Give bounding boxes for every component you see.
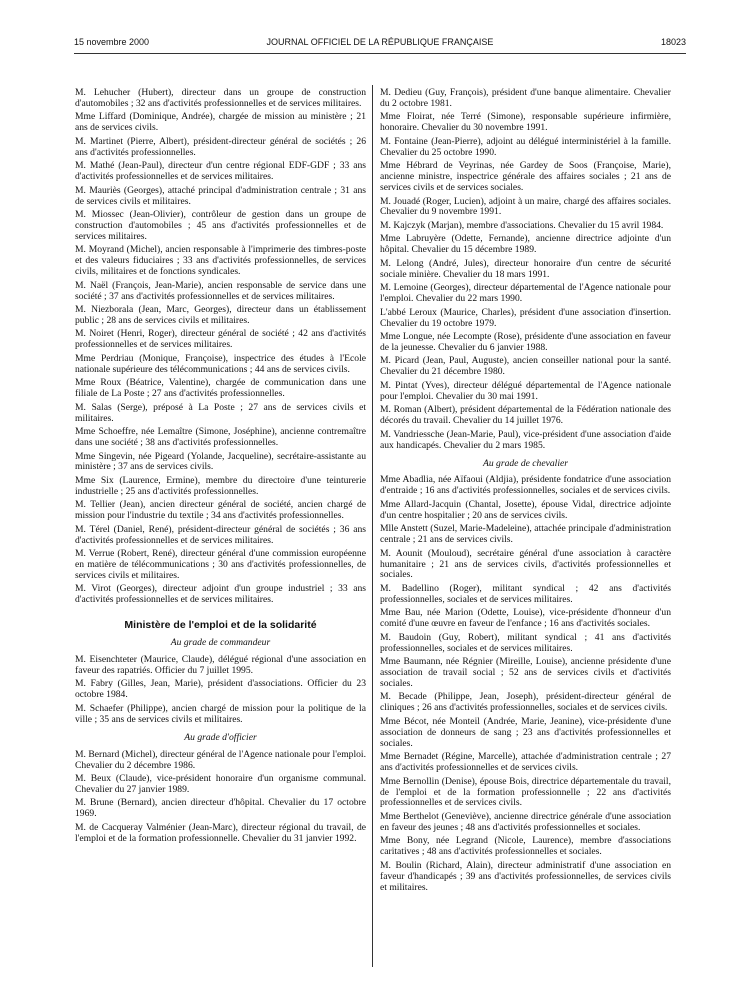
honoree-entry: M. Moyrand (Michel), ancien responsable à l'imprimerie des timbres-poste et des valeurs fiduciaires ; 33 ans d'activités professionnelles, de services civils, militaires et de fonctions syndicales. (75, 244, 366, 278)
honoree-entry: M. Becade (Philippe, Jean, Joseph), président-directeur général de cliniques ; 26 ans d'activités professionnelles, sociales et de services civils. (380, 691, 671, 714)
honoree-entry: M. Bernard (Michel), directeur général de l'Agence nationale pour l'emploi. Chevalier du 2 décembre 1986. (75, 748, 366, 771)
honoree-entry: Mlle Anstett (Suzel, Marie-Madeleine), attachée principale d'administration centrale ; 21 ans de services civils. (380, 523, 671, 546)
honoree-entry: M. Verrue (Robert, René), directeur général d'une commission européenne en matière de télécommunications ; 30 ans d'activités professionnelles, de services civils et militaires. (75, 548, 366, 581)
honoree-entry: M. Dedieu (Guy, François), président d'une banque alimentaire. Chevalier du 2 octobre 1981. (380, 87, 671, 109)
honoree-entry: Mme Six (Laurence, Ermine), membre du directoire d'une teinturerie industrielle ; 25 ans d'activités professionnelles. (75, 474, 366, 497)
honoree-entry: M. Naël (François, Jean-Marie), ancien responsable de service dans une société ; 37 ans d'activités professionnelles et de services militaires. (75, 279, 366, 302)
honoree-entry: Mme Bernadet (Régine, Marcelle), attachée d'administration centrale ; 27 ans d'activités professionnelles et de services civils. (380, 751, 671, 774)
honoree-entry: Mme Abadlia, née Aïfaoui (Aldjia), présidente fondatrice d'une association d'entraide ; 16 ans d'activités professionnelles, sociales et de services civils. (380, 474, 671, 497)
honoree-entry: Mme Schoeffre, née Lemaître (Simone, Joséphine), ancienne contremaître dans une société ; 38 ans d'activités professionnelles. (75, 426, 366, 448)
honoree-entry: M. Pintat (Yves), directeur délégué départemental de l'Agence nationale pour l'emploi. Chevalier du 30 mai 1991. (380, 379, 671, 402)
honoree-entry: Mme Allard-Jacquin (Chantal, Josette), épouse Vidal, directrice adjointe d'un centre hospitalier ; 20 ans de services civils. (380, 498, 671, 521)
honoree-entry: M. Picard (Jean, Paul, Auguste), ancien conseiller national pour la santé. Chevalier du 21 décembre 1980. (380, 355, 671, 378)
honoree-entry: Mme Longue, née Lecompte (Rose), présidente d'une association en faveur de la jeunesse. Chevalier du 6 janvier 1988. (380, 331, 671, 353)
honoree-entry: M. Eisenchteter (Maurice, Claude), délégué régional d'une association en faveur des rapatriés. Officier du 7 juillet 1995. (75, 654, 366, 676)
honoree-entry: L'abbé Leroux (Maurice, Charles), président d'une association d'insertion. Chevalier du 19 octobre 1979. (380, 306, 671, 329)
honoree-entry: Mme Bécot, née Monteil (Andrée, Marie, Jeanine), vice-présidente d'une association de donneurs de sang ; 23 ans d'activités professionnelles et sociales. (380, 715, 671, 749)
honoree-entry: M. Térel (Daniel, René), président-directeur général de sociétés ; 36 ans d'activités professionnelles et de services militaires. (75, 523, 366, 546)
entry-list (75, 88, 366, 606)
ministry-heading: Ministère de l'emploi et de la solidarité (124, 619, 317, 632)
honoree-entry: M. Fontaine (Jean-Pierre), adjoint au délégué interministériel à la famille. Chevalier du 25 octobre 1990. (380, 135, 671, 158)
honoree-entry: Mme Liffard (Dominique, Andrée), chargée de mission au ministère ; 21 ans de services civils. (75, 111, 366, 134)
grade-heading-commandeur: Au grade de commandeur (170, 637, 271, 649)
honoree-entry: M. Noiret (Henri, Roger), directeur général de société ; 42 ans d'activités professionnelles et de services militaires. (75, 328, 366, 351)
honoree-entry: M. Beux (Claude), vice-président honoraire d'un organisme communal. Chevalier du 27 janvier 1989. (75, 773, 366, 795)
honoree-entry: M. Jouadé (Roger, Lucien), adjoint à un maire, chargé des affaires sociales. Chevalier du 9 novembre 1991. (380, 195, 671, 218)
honoree-entry: M. Brune (Bernard), ancien directeur d'hôpital. Chevalier du 17 octobre 1969. (75, 797, 366, 820)
entry-list (380, 475, 671, 893)
grade-heading-officier: Au grade d'officier (184, 731, 257, 743)
honoree-entry: M. Fabry (Gilles, Jean, Marie), président d'associations. Officier du 23 octobre 1984. (75, 678, 366, 701)
honoree-entry: Mme Baumann, née Régnier (Mireille, Louise), ancienne présidente d'une association de travail social ; 52 ans de services civils et d'activités sociales. (380, 656, 671, 689)
honoree-entry: Mme Bony, née Legrand (Nicole, Laurence), membre d'associations caritatives ; 48 ans d'activités professionnelles et sociales. (380, 835, 671, 858)
honoree-entry: Mme Bernollin (Denise), épouse Bois, directrice départementale du travail, de l'emploi et de la formation professionnelle ; 22 ans d'activités professionnelles et de services civils. (380, 775, 671, 809)
honoree-entry: M. Boulin (Richard, Alain), directeur administratif d'une association en faveur d'handicapés ; 39 ans d'activités professionnelles, de services civils et militaires. (380, 859, 671, 893)
page-header (74, 37, 686, 51)
honoree-entry: M. Badellino (Roger), militant syndical ; 42 ans d'activités professionnelles, sociales et de services militaires. (380, 582, 671, 605)
honoree-entry: Mme Roux (Béatrice, Valentine), chargée de communication dans une filiale de La Poste ; 27 ans d'activités professionnelles. (75, 377, 366, 400)
honoree-entry: M. Vandriessche (Jean-Marie, Paul), vice-président d'une association d'aide aux handicapés. Chevalier du 2 mars 1985. (380, 428, 671, 451)
honoree-entry: Mme Berthelot (Geneviève), ancienne directrice générale d'une association en faveur des jeunes ; 48 ans d'activités professionnelles et sociales. (380, 810, 671, 833)
honoree-entry: M. Kajczyk (Marjan), membre d'associations. Chevalier du 15 avril 1984. (380, 219, 664, 231)
honoree-entry: Mme Hébrard de Veyrinas, née Gardey de Soos (Françoise, Marie), ancienne ministre, inspectrice générale des affaires sociales ; 21 ans de services civils et de services sociales. (380, 160, 671, 194)
honoree-entry: Mme Singevin, née Pigeard (Yolande, Jacqueline), secrétaire-assistante au ministère ; 37 ans de services civils. (75, 450, 366, 473)
honoree-entry: M. Salas (Serge), préposé à La Poste ; 27 ans de services civils et militaires. (75, 401, 366, 424)
honoree-entry: M. Martinet (Pierre, Albert), président-directeur général de sociétés ; 26 ans d'activités professionnelles. (75, 135, 366, 158)
grade-heading-chevalier: Au grade de chevalier (483, 457, 568, 469)
header-date: 15 novembre 2000 (74, 37, 150, 47)
entry-list (380, 88, 671, 452)
honoree-entry: M. de Cacqueray Valménier (Jean-Marc), directeur régional du travail, de l'emploi et de la formation professionnelle. Chevalier du 31 janvier 1992. (75, 821, 366, 844)
honoree-entry: M. Roman (Albert), président départemental de la Fédération nationale des décorés du travail. Chevalier du 14 juillet 1976. (380, 404, 671, 427)
honoree-entry: M. Schaefer (Philippe), ancien chargé de mission pour la politique de la ville ; 35 ans de services civils et militaires. (75, 702, 366, 725)
entry-list (75, 655, 366, 726)
header-rule (74, 53, 686, 54)
honoree-entry: M. Niezborala (Jean, Marc, Georges), directeur dans un établissement public ; 28 ans de services civils et militaires. (75, 304, 366, 326)
honoree-entry: Mme Bau, née Marion (Odette, Louise), vice-présidente d'honneur d'un comité d'une œuvre en faveur de l'enfance ; 16 ans d'activités sociales. (380, 607, 671, 630)
honoree-entry: M. Mathé (Jean-Paul), directeur d'un centre régional EDF-GDF ; 33 ans d'activités professionnelles et de services militaires. (75, 160, 366, 183)
honoree-entry: M. Virot (Georges), directeur adjoint d'un groupe industriel ; 33 ans d'activités professionnelles et de services militaires. (75, 583, 366, 606)
honoree-entry: M. Aounit (Mouloud), secrétaire général d'une association à caractère humanitaire ; 21 ans de services civils, d'activités professionnelles et sociales. (380, 547, 671, 581)
right-column (380, 88, 671, 896)
column-divider (372, 85, 373, 967)
journal-title: JOURNAL OFFICIEL DE LA RÉPUBLIQUE FRANÇAISE (266, 37, 494, 47)
entry-list (75, 750, 366, 845)
honoree-entry: M. Lehucher (Hubert), directeur dans un groupe de construction d'automobiles ; 32 ans d'activités professionnelles et de services militaires. (75, 87, 366, 109)
left-column (75, 88, 366, 847)
honoree-entry: Mme Perdriau (Monique, Françoise), inspectrice des études à l'Ecole nationale supérieure des télécommunications ; 44 ans de services civils. (75, 352, 366, 375)
honoree-entry: Mme Floirat, née Terré (Simone), responsable supérieure infirmière, honoraire. Chevalier du 30 novembre 1991. (380, 111, 671, 134)
page-number: 18023 (660, 37, 686, 47)
honoree-entry: M. Mauriès (Georges), attaché principal d'administration centrale ; 31 ans de services civils et militaires. (75, 184, 366, 207)
honoree-entry: M. Lelong (André, Jules), directeur honoraire d'un centre de sécurité sociale minière. Chevalier du 18 mars 1991. (380, 257, 671, 280)
honoree-entry: Mme Labruyère (Odette, Fernande), ancienne directrice adjointe d'un hôpital. Chevalier du 15 décembre 1989. (380, 233, 671, 256)
honoree-entry: M. Lemoine (Georges), directeur départemental de l'Agence nationale pour l'emploi. Chevalier du 22 mars 1990. (380, 282, 671, 305)
honoree-entry: M. Tellier (Jean), ancien directeur général de société, ancien chargé de mission pour l'industrie du textile ; 34 ans d'activités professionnelles. (75, 499, 366, 522)
honoree-entry: M. Baudoin (Guy, Robert), militant syndical ; 41 ans d'activités professionnelles, sociales et de services militaires. (380, 631, 671, 654)
honoree-entry: M. Miossec (Jean-Olivier), contrôleur de gestion dans un groupe de construction d'automobiles ; 45 ans d'activités professionnelles et de services militaires. (75, 209, 366, 242)
